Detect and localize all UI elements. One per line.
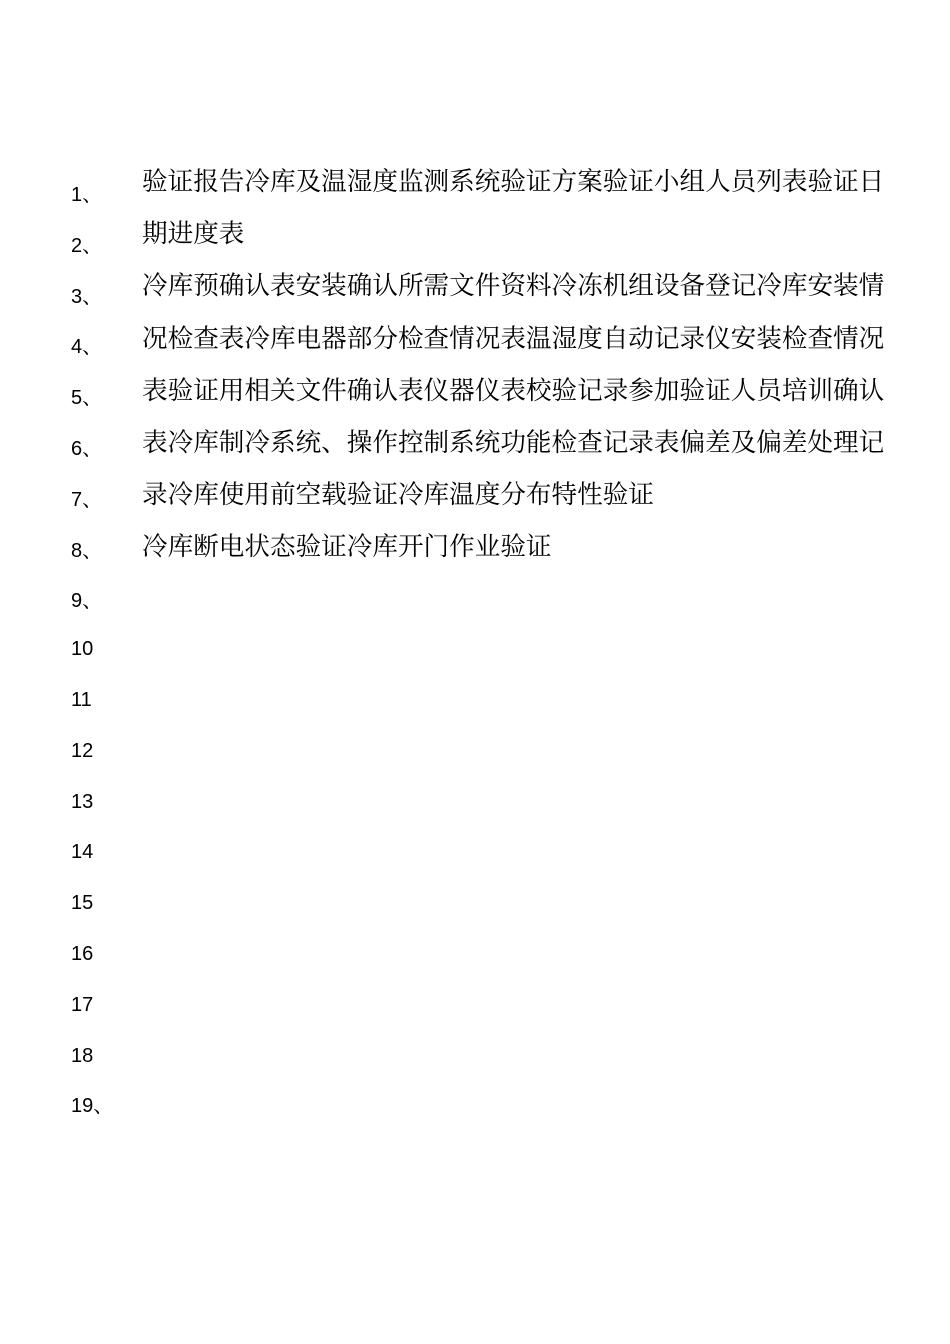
body-line: 录冷库使用前空载验证冷库温度分布特性验证 (142, 480, 654, 511)
list-numbers (71, 180, 113, 1145)
list-number: 11 (71, 688, 92, 711)
list-number: 4、 (71, 336, 103, 359)
list-number: 13 (71, 790, 94, 813)
list-number: 16 (71, 942, 94, 965)
body-line: 冷库断电状态验证冷库开门作业验证 (142, 532, 552, 563)
list-number: 17 (71, 993, 94, 1016)
list-number: 3、 (71, 285, 103, 308)
list-number: 5、 (71, 387, 103, 410)
document-body (142, 162, 902, 580)
list-number: 6、 (71, 437, 103, 460)
list-number: 7、 (71, 488, 103, 511)
list-number: 10 (71, 638, 94, 661)
list-number: 1、 (71, 184, 103, 206)
body-line: 期进度表 (142, 219, 245, 250)
list-number: 8、 (71, 539, 103, 562)
list-number: 12 (71, 739, 94, 762)
body-line: 冷库预确认表安装确认所需文件资料冷冻机组设备登记冷库安装情 (142, 271, 885, 302)
list-number: 2、 (71, 234, 103, 257)
list-number: 9、 (71, 590, 103, 613)
body-line: 况检查表冷库电器部分检查情况表温湿度自动记录仪安装检查情况 (142, 323, 885, 354)
list-number: 15 (71, 892, 94, 915)
list-number: 14 (71, 841, 94, 864)
body-line: 表冷库制冷系统、操作控制系统功能检查记录表偏差及偏差处理记 (142, 427, 885, 458)
list-number: 18 (71, 1044, 94, 1067)
body-line: 表验证用相关文件确认表仪器仪表校验记录参加验证人员培训确认 (142, 375, 885, 406)
list-number: 19、 (71, 1095, 114, 1118)
body-line: 验证报告冷库及温湿度监测系统验证方案验证小组人员列表验证日 (142, 167, 885, 197)
